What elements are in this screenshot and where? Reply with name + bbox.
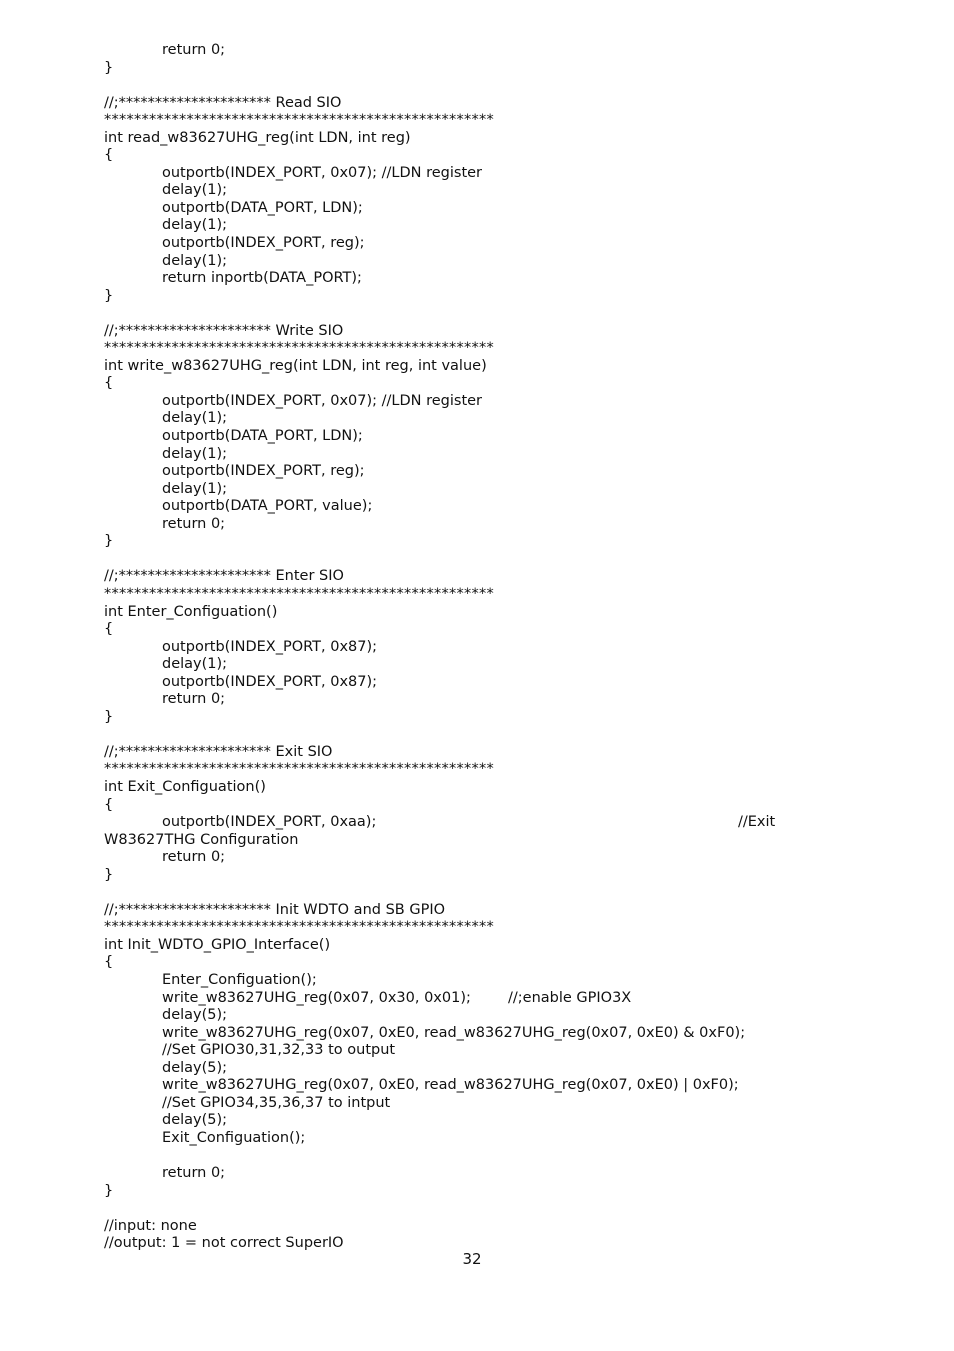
code-text: write_w83627UHG_reg(0x07, 0x30, 0x01); — [162, 989, 471, 1006]
code-line — [104, 340, 884, 358]
code-text: { — [104, 954, 114, 971]
code-text: } — [104, 533, 114, 550]
code-text: delay(5); — [162, 1112, 228, 1129]
code-line — [104, 797, 884, 815]
blank-line — [104, 77, 884, 95]
code-line — [104, 972, 884, 990]
code-text: } — [104, 866, 114, 883]
page-number: 32 — [462, 1250, 482, 1268]
blank-line — [104, 726, 884, 744]
code-line — [104, 1025, 884, 1043]
code-text: outportb(DATA_PORT, LDN); — [162, 199, 363, 216]
code-line — [104, 1077, 884, 1095]
code-line — [104, 410, 884, 428]
code-text: outportb(INDEX_PORT, 0x87); — [162, 638, 378, 655]
code-line — [104, 832, 884, 850]
code-text: int Enter_Configuation() — [104, 603, 278, 620]
code-line — [104, 95, 884, 113]
code-text: **************************************************** — [104, 919, 494, 936]
code-text: Exit_Configuation(); — [162, 1129, 306, 1146]
code-text: return 0; — [162, 1165, 226, 1181]
code-line — [104, 147, 884, 165]
code-line — [104, 744, 884, 762]
code-text: int Exit_Configuation() — [104, 778, 266, 795]
code-text: outportb(INDEX_PORT, 0xaa); — [162, 814, 377, 831]
code-line — [104, 656, 884, 674]
code-text: write_w83627UHG_reg(0x07, 0xE0, read_w83627UHG_reg(0x07, 0xE0) | 0xF0); — [162, 1077, 739, 1094]
code-line — [104, 761, 884, 779]
code-line — [104, 691, 884, 709]
code-text: //;********************* Enter SIO — [104, 568, 344, 585]
code-text: int write_w83627UHG_reg(int LDN, int reg, int value) — [104, 357, 487, 374]
code-text: Enter_Configuation(); — [162, 971, 317, 988]
code-line — [104, 428, 884, 446]
code-line — [104, 586, 884, 604]
code-text: } — [104, 1182, 114, 1199]
code-text: return 0; — [162, 849, 226, 866]
code-text: outportb(INDEX_PORT, 0x87); — [162, 673, 378, 690]
code-line — [104, 270, 884, 288]
code-line — [104, 165, 884, 183]
code-line — [104, 481, 884, 499]
code-line — [104, 60, 884, 78]
code-text: { — [104, 621, 114, 638]
code-line — [104, 621, 884, 639]
code-line — [104, 867, 884, 885]
code-text: //;********************* Init WDTO and SB GPIO — [104, 901, 446, 918]
code-text: int Init_WDTO_GPIO_Interface() — [104, 936, 331, 953]
code-text: return 0; — [162, 42, 226, 58]
code-line — [104, 814, 884, 832]
code-line — [104, 323, 884, 341]
code-text: //Set GPIO30,31,32,33 to output — [162, 1042, 396, 1059]
code-text: } — [104, 287, 114, 304]
code-line — [104, 1183, 884, 1201]
code-line — [104, 288, 884, 306]
code-text: return 0; — [162, 515, 226, 532]
code-line — [104, 1060, 884, 1078]
code-line — [104, 604, 884, 622]
code-text: delay(1); — [162, 656, 228, 673]
inline-comment: //;enable GPIO3X — [508, 989, 632, 1006]
code-text: outportb(INDEX_PORT, reg); — [162, 235, 365, 252]
code-line — [104, 1095, 884, 1113]
code-line — [104, 217, 884, 235]
code-line — [104, 919, 884, 937]
code-line — [104, 446, 884, 464]
code-text: delay(1); — [162, 445, 228, 462]
code-line — [104, 130, 884, 148]
code-text: return inportb(DATA_PORT); — [162, 270, 362, 287]
code-line — [104, 902, 884, 920]
code-line — [104, 375, 884, 393]
code-line — [104, 937, 884, 955]
code-line — [104, 1218, 884, 1236]
code-text: **************************************************** — [104, 761, 494, 778]
code-text: //output: 1 = not correct SuperIO — [104, 1235, 344, 1252]
code-line — [104, 849, 884, 867]
code-text: delay(1); — [162, 182, 228, 199]
code-text: } — [104, 59, 114, 76]
code-line — [104, 112, 884, 130]
inline-comment: //Exit — [738, 814, 776, 831]
code-text: **************************************************** — [104, 340, 494, 357]
code-line — [104, 253, 884, 271]
code-line — [104, 498, 884, 516]
code-text: int read_w83627UHG_reg(int LDN, int reg) — [104, 129, 411, 146]
blank-line — [104, 1147, 884, 1165]
code-text: //input: none — [104, 1217, 197, 1234]
code-line — [104, 1007, 884, 1025]
code-text: //;********************* Read SIO — [104, 94, 342, 111]
code-text: delay(1); — [162, 252, 228, 269]
code-line — [104, 779, 884, 797]
code-text: delay(5); — [162, 1059, 228, 1076]
code-text: delay(1); — [162, 217, 228, 234]
code-text: **************************************************** — [104, 112, 494, 129]
blank-line — [104, 551, 884, 569]
code-line — [104, 990, 884, 1008]
code-line — [104, 516, 884, 534]
code-line — [104, 568, 884, 586]
code-line — [104, 200, 884, 218]
code-line — [104, 182, 884, 200]
code-line — [104, 709, 884, 727]
code-text: return 0; — [162, 691, 226, 708]
code-text: outportb(INDEX_PORT, 0x07); //LDN register — [162, 392, 483, 409]
code-text: delay(1); — [162, 410, 228, 427]
code-text: write_w83627UHG_reg(0x07, 0xE0, read_w83627UHG_reg(0x07, 0xE0) & 0xF0); — [162, 1024, 746, 1041]
code-line — [104, 463, 884, 481]
code-text: { — [104, 796, 114, 813]
code-line — [104, 1165, 884, 1183]
code-text: outportb(INDEX_PORT, 0x07); //LDN register — [162, 164, 483, 181]
blank-line — [104, 1200, 884, 1218]
code-text: { — [104, 147, 114, 164]
code-line — [104, 639, 884, 657]
code-line — [104, 533, 884, 551]
code-line — [104, 1112, 884, 1130]
code-listing — [104, 42, 884, 1253]
code-text: outportb(DATA_PORT, value); — [162, 498, 373, 515]
blank-line — [104, 884, 884, 902]
code-line — [104, 1042, 884, 1060]
code-text: //;********************* Write SIO — [104, 322, 344, 339]
code-line — [104, 954, 884, 972]
code-text: delay(5); — [162, 1007, 228, 1024]
code-text: delay(1); — [162, 480, 228, 497]
code-text: { — [104, 375, 114, 392]
code-line — [104, 358, 884, 376]
code-line — [104, 42, 884, 60]
code-line — [104, 393, 884, 411]
code-text: **************************************************** — [104, 585, 494, 602]
code-text: //;********************* Exit SIO — [104, 743, 333, 760]
code-text: outportb(INDEX_PORT, reg); — [162, 463, 365, 480]
code-text: outportb(DATA_PORT, LDN); — [162, 428, 363, 445]
code-line — [104, 235, 884, 253]
code-text: //Set GPIO34,35,36,37 to intput — [162, 1094, 391, 1111]
code-line — [104, 674, 884, 692]
code-text: W83627THG Configuration — [104, 831, 299, 848]
code-line — [104, 1130, 884, 1148]
code-text: } — [104, 708, 114, 725]
blank-line — [104, 305, 884, 323]
